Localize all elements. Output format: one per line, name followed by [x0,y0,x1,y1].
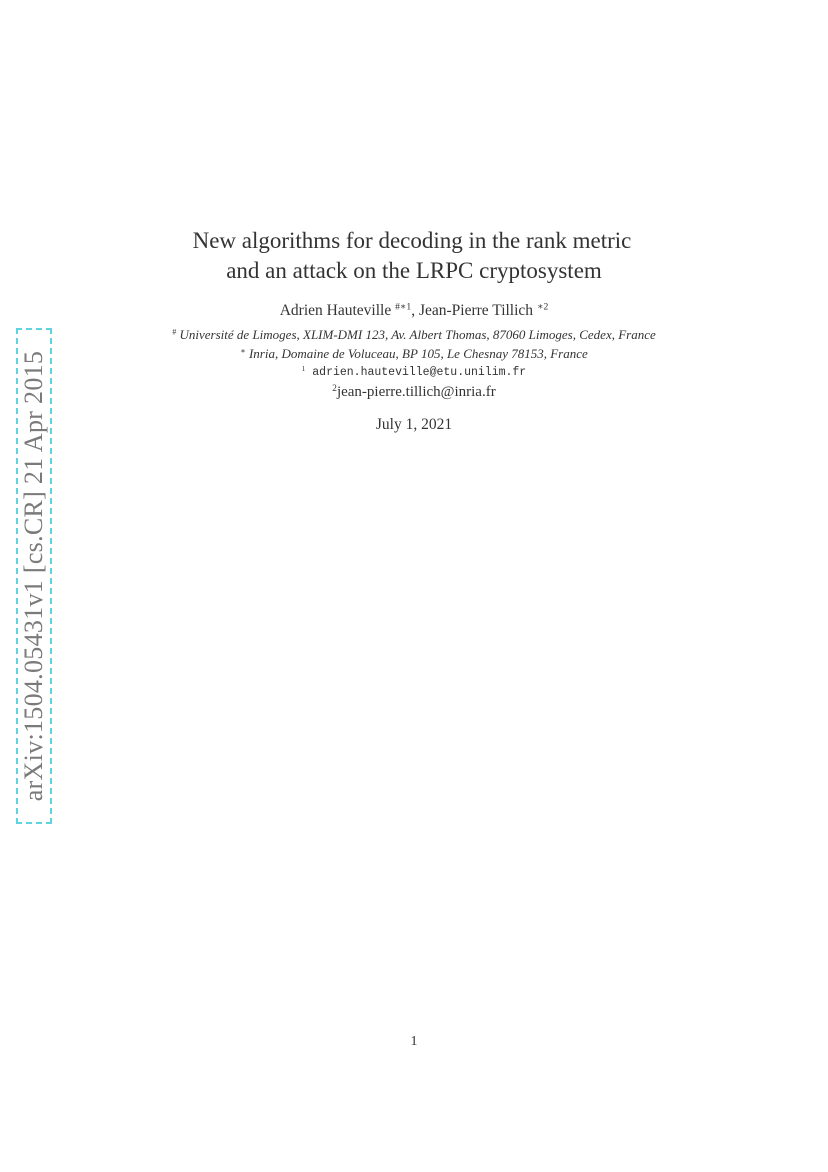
paper-title-line-2: and an attack on the LRPC cryptosystem [226,258,602,283]
affiliation-text: Université de Limoges, XLIM-DMI 123, Av. Albert Thomas, 87060 Limoges, Cedex, France [179,327,656,342]
email-author-1 [0,366,828,379]
author-name: Jean-Pierre Tillich [418,302,534,319]
paper-title-line-1: New algorithms for decoding in the rank metric [192,228,632,253]
email-mark: 2 [332,383,337,394]
author-name: Adrien Hauteville [279,302,392,319]
author-affiliation-mark: #∗1 [395,301,412,313]
email-mark: 1 [301,365,306,374]
affiliation-mark: ∗ [240,346,246,356]
author-list [0,302,828,320]
arxiv-identifier: arXiv:1504.05431v1 [cs.CR] 21 Apr 2015 [19,350,48,802]
author-affiliation-mark: ∗2 [536,301,549,313]
affiliation-text: Inria, Domaine de Voluceau, BP 105, Le Chesnay 78153, France [248,346,588,361]
email-address: adrien.hauteville@etu.unilim.fr [312,366,527,379]
paper-date: July 1, 2021 [375,416,453,433]
email-address: jean-pierre.tillich@inria.fr [336,384,496,400]
affiliation-inria [0,346,828,362]
affiliation-limoges [0,327,828,343]
affiliation-mark: # [172,327,177,337]
page-number: 1 [410,1034,418,1049]
email-author-2 [0,384,828,401]
author-separator: , [411,302,419,319]
